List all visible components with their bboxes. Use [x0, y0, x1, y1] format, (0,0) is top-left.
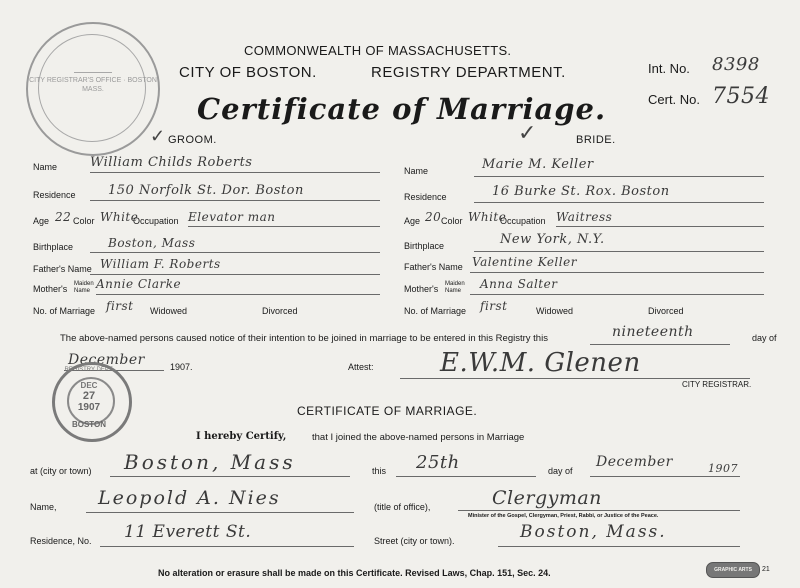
groom-name-label: Name — [33, 162, 58, 172]
residence-no-value: 11 Everett St. — [124, 522, 252, 542]
commonwealth-heading: COMMONWEALTH OF MASSACHUSETTS. — [244, 43, 512, 58]
bride-mother-label-maiden: Maiden — [445, 281, 465, 287]
street-label: Street (city or town). — [374, 536, 455, 546]
bride-name: Marie M. Keller — [482, 157, 594, 172]
groom-mother-label-name: Name — [74, 288, 91, 294]
groom-marriage-label: No. of Marriage — [33, 306, 96, 316]
bride-heading: BRIDE. — [576, 134, 616, 146]
bride-residence: 16 Burke St. Rox. Boston — [492, 184, 670, 199]
bride-birthplace-label: Birthplace — [404, 241, 445, 251]
notice-text: The above-named persons caused notice of their intention to be joined in marriage to be entered in this Registry this — [60, 333, 548, 344]
cert-no-value: 7554 — [712, 84, 770, 109]
year-value: 1907 — [708, 462, 738, 475]
groom-color: White — [100, 210, 139, 224]
groom-check-icon: ✓ — [150, 126, 166, 146]
city-seal — [26, 22, 160, 156]
section-heading: CERTIFICATE OF MARRIAGE. — [297, 404, 478, 418]
groom-birthplace: Boston, Mass — [108, 236, 196, 250]
bride-mother: Anna Salter — [480, 277, 558, 291]
bride-check-icon: ✓ — [518, 120, 537, 145]
groom-residence: 150 Norfolk St. Dor. Boston — [108, 183, 304, 198]
int-no-label: Int. No. — [648, 61, 690, 76]
seal-ring-text: CITY REGISTRAR'S OFFICE · BOSTON MASS. — [29, 77, 157, 93]
bride-father-label: Father's Name — [404, 262, 463, 272]
bride-divorced-label: Divorced — [648, 306, 684, 316]
attest-label: Attest: — [348, 362, 374, 372]
stamp-year: 1907 — [77, 402, 101, 413]
groom-occupation-label: Occupation — [133, 216, 179, 226]
groom-age: 22 — [55, 210, 72, 224]
title-of-office-value: Clergyman — [492, 487, 602, 509]
printer-mark-text: GRAPHIC ARTS — [714, 567, 752, 573]
bride-widowed-label: Widowed — [536, 306, 574, 316]
stamp-day: 27 — [82, 390, 96, 402]
street-value: Boston, Mass. — [520, 522, 667, 542]
at-label: at (city or town) — [30, 466, 92, 476]
int-no-value: 8398 — [712, 54, 760, 75]
footer-note: No alteration or erasure shall be made on this Certificate. Revised Laws, Chap. 151, Sec. 24. — [158, 568, 551, 578]
bride-mother-label-name: Name — [445, 288, 462, 294]
groom-father: William F. Roberts — [100, 257, 221, 271]
bride-occupation-label: Occupation — [500, 216, 546, 226]
bride-age: 20 — [425, 210, 442, 224]
registry-date-stamp — [52, 362, 132, 442]
bride-birthplace: New York, N.Y. — [500, 232, 605, 247]
notice-year: 1907. — [170, 362, 193, 372]
registrar-signature: E.W.M. Glenen — [440, 348, 641, 378]
bride-marriage: first — [480, 299, 508, 313]
stamp-month: DEC — [80, 381, 98, 390]
officiant-name: Leopold A. Nies — [98, 487, 281, 509]
residence-no-label: Residence, No. — [30, 536, 92, 546]
bride-marriage-label: No. of Marriage — [404, 306, 467, 316]
certify-rest: that I joined the above-named persons in Marriage — [312, 432, 525, 443]
certify-bold: I hereby Certify, — [196, 431, 287, 442]
groom-mother-label-maiden: Maiden — [74, 281, 94, 287]
officiant-name-label: Name, — [30, 502, 57, 512]
cert-no-label: Cert. No. — [648, 92, 701, 107]
notice-month: December — [68, 352, 145, 368]
groom-mother: Annie Clarke — [96, 277, 182, 291]
bride-color-label: Color — [441, 216, 463, 226]
groom-widowed-label: Widowed — [150, 306, 188, 316]
groom-name: William Childs Roberts — [90, 155, 253, 170]
stamp-ring: REGISTRY DEPT. — [64, 367, 114, 373]
bride-mother-label: Mother's — [404, 284, 439, 294]
notice-day: nineteenth — [612, 324, 694, 340]
groom-age-label: Age — [33, 216, 50, 226]
groom-father-label: Father's Name — [33, 264, 92, 274]
minister-note: Minister of the Gospel, Clergyman, Priest, Rabbi, or Justice of the Peace. — [468, 513, 659, 519]
form-code: 21 — [762, 566, 770, 573]
this-label: this — [372, 466, 387, 476]
bride-occupation: Waitress — [556, 210, 613, 224]
groom-birthplace-label: Birthplace — [33, 242, 74, 252]
bride-father: Valentine Keller — [472, 255, 577, 269]
bride-age-label: Age — [404, 216, 421, 226]
day-of-label: day of — [548, 466, 573, 476]
groom-marriage: first — [106, 299, 134, 313]
groom-residence-label: Residence — [33, 190, 76, 200]
groom-occupation: Elevator man — [188, 210, 276, 224]
this-value: 25th — [416, 452, 460, 473]
groom-mother-label: Mother's — [33, 284, 68, 294]
notice-day-of: day of — [752, 333, 777, 343]
groom-divorced-label: Divorced — [262, 306, 298, 316]
bride-residence-label: Residence — [404, 192, 447, 202]
at-value: Boston, Mass — [124, 450, 296, 474]
groom-heading: GROOM. — [168, 134, 217, 146]
printer-mark — [706, 562, 760, 578]
groom-color-label: Color — [73, 216, 95, 226]
day-of-value: December — [596, 454, 673, 470]
bride-name-label: Name — [404, 166, 429, 176]
city-registrar-label: CITY REGISTRAR. — [682, 380, 752, 389]
title-of-office-label: (title of office), — [374, 502, 431, 512]
city-heading: CITY OF BOSTON. — [179, 64, 317, 81]
page-title: Certificate of Marriage. — [197, 92, 607, 126]
stamp-city: BOSTON — [71, 420, 107, 429]
department-heading: REGISTRY DEPARTMENT. — [371, 64, 566, 81]
bride-color: White — [468, 210, 507, 224]
